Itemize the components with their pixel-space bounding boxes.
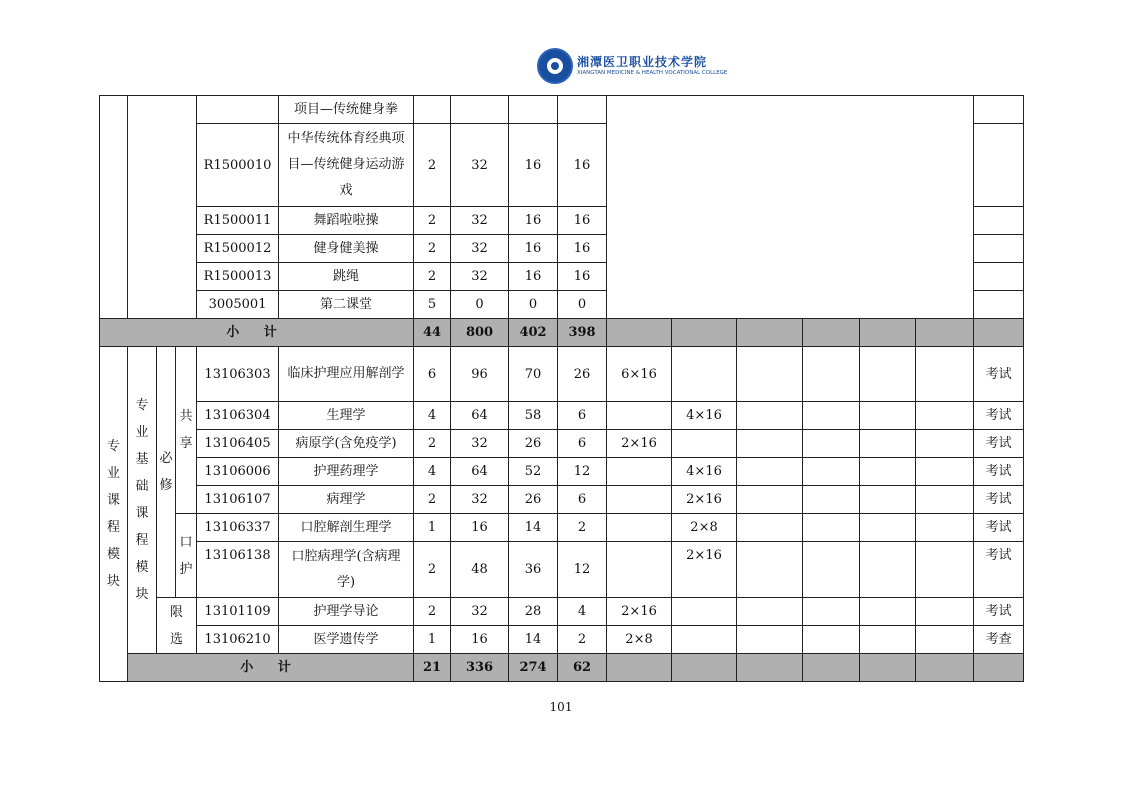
table-row (100, 96, 1024, 124)
theory-hours: 26 (509, 486, 558, 514)
hours: 48 (451, 542, 509, 598)
course-code: R1500011 (197, 207, 279, 235)
theory-hours: 16 (509, 263, 558, 291)
semester-1 (607, 514, 672, 542)
table-row (100, 402, 1024, 430)
credit: 4 (414, 402, 451, 430)
theory-hours (509, 96, 558, 124)
course-code: 13106303 (197, 347, 279, 402)
theory-hours: 26 (509, 430, 558, 458)
subtotal-practice: 398 (558, 319, 607, 347)
semester-1 (607, 402, 672, 430)
hours: 16 (451, 514, 509, 542)
course-code: R1500012 (197, 235, 279, 263)
practice-hours: 2 (558, 626, 607, 654)
course-code (197, 96, 279, 124)
hours: 32 (451, 207, 509, 235)
course-name: 医学遗传学 (279, 626, 414, 654)
subtotal-row (100, 319, 1024, 347)
course-code: 13106107 (197, 486, 279, 514)
hours: 32 (451, 263, 509, 291)
course-code: 13106138 (197, 542, 279, 598)
course-name: 病理学 (279, 486, 414, 514)
oral-nursing-label: 口 护 (176, 514, 197, 598)
practice-hours: 16 (558, 124, 607, 207)
subtotal-hours: 336 (451, 654, 509, 682)
exam-type: 考试 (974, 486, 1024, 514)
credit: 4 (414, 458, 451, 486)
course-code: 13106337 (197, 514, 279, 542)
credit (414, 96, 451, 124)
semester-1 (607, 542, 672, 598)
semester-2 (672, 626, 737, 654)
theory-hours: 28 (509, 598, 558, 626)
table-row (100, 486, 1024, 514)
theory-hours: 16 (509, 124, 558, 207)
credit: 2 (414, 235, 451, 263)
subtotal-theory: 402 (509, 319, 558, 347)
subtotal-credit: 44 (414, 319, 451, 347)
course-name: 舞蹈啦啦操 (279, 207, 414, 235)
hours: 32 (451, 598, 509, 626)
credit: 2 (414, 486, 451, 514)
credit: 1 (414, 626, 451, 654)
exam-type: 考试 (974, 458, 1024, 486)
theory-hours: 70 (509, 347, 558, 402)
hours: 96 (451, 347, 509, 402)
course-code: R1500013 (197, 263, 279, 291)
course-code: 13106304 (197, 402, 279, 430)
subtotal-label: 小 计 (100, 319, 414, 347)
theory-hours: 58 (509, 402, 558, 430)
required-label: 必 修 (157, 347, 176, 598)
subtotal-credit: 21 (414, 654, 451, 682)
exam-type: 考试 (974, 347, 1024, 402)
semester-2 (672, 430, 737, 458)
elective-label: 限 选 (157, 598, 197, 654)
credit: 2 (414, 598, 451, 626)
course-name: 中华传统体育经典项目—传统健身运动游戏 (279, 124, 414, 207)
credit: 2 (414, 124, 451, 207)
credit: 5 (414, 291, 451, 319)
semester-1: 2×16 (607, 430, 672, 458)
module-label: 专 业 课 程 模 块 (100, 347, 128, 682)
credit: 6 (414, 347, 451, 402)
hours: 64 (451, 402, 509, 430)
subtotal-row (100, 654, 1024, 682)
theory-hours: 0 (509, 291, 558, 319)
theory-hours: 14 (509, 626, 558, 654)
semester-2: 2×16 (672, 542, 737, 598)
table-row (100, 626, 1024, 654)
theory-hours: 16 (509, 235, 558, 263)
semester-2: 2×16 (672, 486, 737, 514)
page-number: 101 (549, 700, 573, 714)
logo-subtext: XIANGTAN MEDICINE & HEALTH VOCATIONAL COLLEGE (577, 70, 728, 76)
exam-type: 考查 (974, 626, 1024, 654)
practice-hours: 16 (558, 235, 607, 263)
table-row (100, 430, 1024, 458)
course-name: 口腔解剖生理学 (279, 514, 414, 542)
subtotal-hours: 800 (451, 319, 509, 347)
course-code: 13106006 (197, 458, 279, 486)
practice-hours (558, 96, 607, 124)
course-code: 13106405 (197, 430, 279, 458)
course-name: 第二课堂 (279, 291, 414, 319)
practice-hours: 16 (558, 263, 607, 291)
table-row (100, 598, 1024, 626)
course-name: 健身健美操 (279, 235, 414, 263)
practice-hours: 2 (558, 514, 607, 542)
theory-hours: 16 (509, 207, 558, 235)
logo-text: 湘潭医卫职业技术学院 (577, 55, 708, 69)
theory-hours: 52 (509, 458, 558, 486)
subtotal-theory: 274 (509, 654, 558, 682)
course-code: 13101109 (197, 598, 279, 626)
course-code: R1500010 (197, 124, 279, 207)
credit: 2 (414, 263, 451, 291)
semester-1: 2×8 (607, 626, 672, 654)
practice-hours: 0 (558, 291, 607, 319)
semester-2 (672, 347, 737, 402)
exam-type: 考试 (974, 514, 1024, 542)
semester-2: 2×8 (672, 514, 737, 542)
college-logo (537, 48, 728, 86)
subtotal-label: 小 计 (128, 654, 414, 682)
hours: 32 (451, 235, 509, 263)
practice-hours: 6 (558, 402, 607, 430)
course-name: 跳绳 (279, 263, 414, 291)
course-code: 13106210 (197, 626, 279, 654)
semester-1 (607, 486, 672, 514)
table-row (100, 542, 1024, 598)
semester-2 (672, 598, 737, 626)
course-name: 护理药理学 (279, 458, 414, 486)
course-name: 护理学导论 (279, 598, 414, 626)
semester-1 (607, 458, 672, 486)
practice-hours: 6 (558, 486, 607, 514)
table-row (100, 514, 1024, 542)
credit: 2 (414, 542, 451, 598)
exam-type: 考试 (974, 598, 1024, 626)
hours: 0 (451, 291, 509, 319)
curriculum-table (99, 95, 1024, 682)
hours: 64 (451, 458, 509, 486)
hours: 32 (451, 486, 509, 514)
exam-type: 考试 (974, 430, 1024, 458)
theory-hours: 14 (509, 514, 558, 542)
hours: 32 (451, 124, 509, 207)
theory-hours: 36 (509, 542, 558, 598)
college-seal-icon (537, 48, 573, 84)
course-name: 临床护理应用解剖学 (279, 347, 414, 402)
semester-2: 4×16 (672, 402, 737, 430)
course-name: 病原学(含免疫学) (279, 430, 414, 458)
hours: 16 (451, 626, 509, 654)
subtotal-practice: 62 (558, 654, 607, 682)
shared-label: 共 享 (176, 347, 197, 514)
table-row (100, 347, 1024, 402)
practice-hours: 4 (558, 598, 607, 626)
practice-hours: 6 (558, 430, 607, 458)
semester-1: 6×16 (607, 347, 672, 402)
exam-type: 考试 (974, 402, 1024, 430)
credit: 2 (414, 430, 451, 458)
practice-hours: 26 (558, 347, 607, 402)
course-code: 3005001 (197, 291, 279, 319)
course-name: 口腔病理学(含病理学) (279, 542, 414, 598)
practice-hours: 12 (558, 458, 607, 486)
practice-hours: 16 (558, 207, 607, 235)
hours: 32 (451, 430, 509, 458)
practice-hours: 12 (558, 542, 607, 598)
course-name: 项目—传统健身拳 (279, 96, 414, 124)
table-row (100, 458, 1024, 486)
submodule-label: 专 业 基 础 课 程 模 块 (128, 347, 157, 654)
credit: 1 (414, 514, 451, 542)
semester-2: 4×16 (672, 458, 737, 486)
semester-1: 2×16 (607, 598, 672, 626)
hours (451, 96, 509, 124)
credit: 2 (414, 207, 451, 235)
course-name: 生理学 (279, 402, 414, 430)
exam-type: 考试 (974, 542, 1024, 598)
